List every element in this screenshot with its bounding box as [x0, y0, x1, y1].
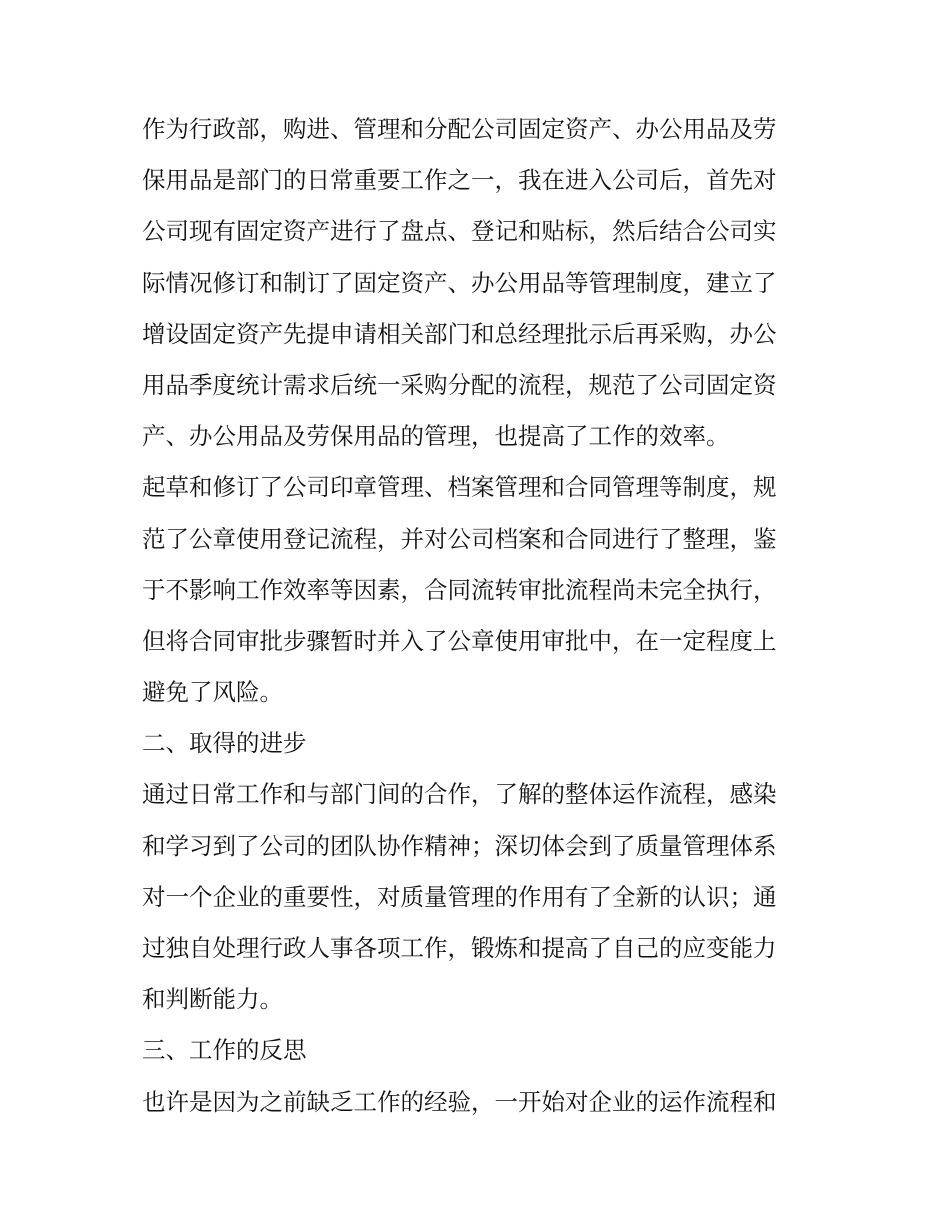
- text-line: 用品季度统计需求后统一采购分配的流程，规范了公司固定资: [142, 370, 777, 399]
- text-line: 作为行政部，购进、管理和分配公司固定资产、办公用品及劳: [142, 115, 777, 143]
- document-body: [142, 104, 822, 1128]
- text-line: 于不影响工作效率等因素，合同流转审批流程尚未完全执行，: [142, 575, 777, 604]
- text-line: 和判断能力。: [142, 985, 283, 1014]
- text-line: 也许是因为之前缺乏工作的经验，一开始对企业的运作流程和: [142, 1087, 777, 1116]
- text-line: 但将合同审批步骤暂时并入了公章使用审批中，在一定程度上: [142, 626, 777, 655]
- text-line: 增设固定资产先提申请相关部门和总经理批示后再采购，办公: [142, 319, 777, 348]
- text-line: 际情况修订和制订了固定资产、办公用品等管理制度，建立了: [142, 268, 777, 297]
- section-heading: 二、取得的进步: [142, 729, 307, 758]
- text-line: 范了公章使用登记流程，并对公司档案和合同进行了整理，鉴: [142, 524, 777, 553]
- text-line: 公司现有固定资产进行了盘点、登记和贴标，然后结合公司实: [142, 217, 777, 246]
- text-line: 起草和修订了公司印章管理、档案管理和合同管理等制度，规: [142, 473, 777, 502]
- text-line: 通过日常工作和与部门间的合作，了解的整体运作流程，感染: [142, 780, 777, 809]
- text-line: 避免了风险。: [142, 678, 283, 707]
- text-line: 和学习到了公司的团队协作精神；深切体会到了质量管理体系: [142, 831, 777, 860]
- section-heading: 三、工作的反思: [142, 1036, 307, 1065]
- text-line: 对一个企业的重要性，对质量管理的作用有了全新的认识；通: [142, 882, 777, 911]
- text-line: 过独自处理行政人事各项工作，锻炼和提高了自己的应变能力: [142, 934, 777, 962]
- text-line: 保用品是部门的日常重要工作之一，我在进入公司后，首先对: [142, 166, 777, 195]
- text-line: 产、办公用品及劳保用品的管理，也提高了工作的效率。: [142, 422, 730, 451]
